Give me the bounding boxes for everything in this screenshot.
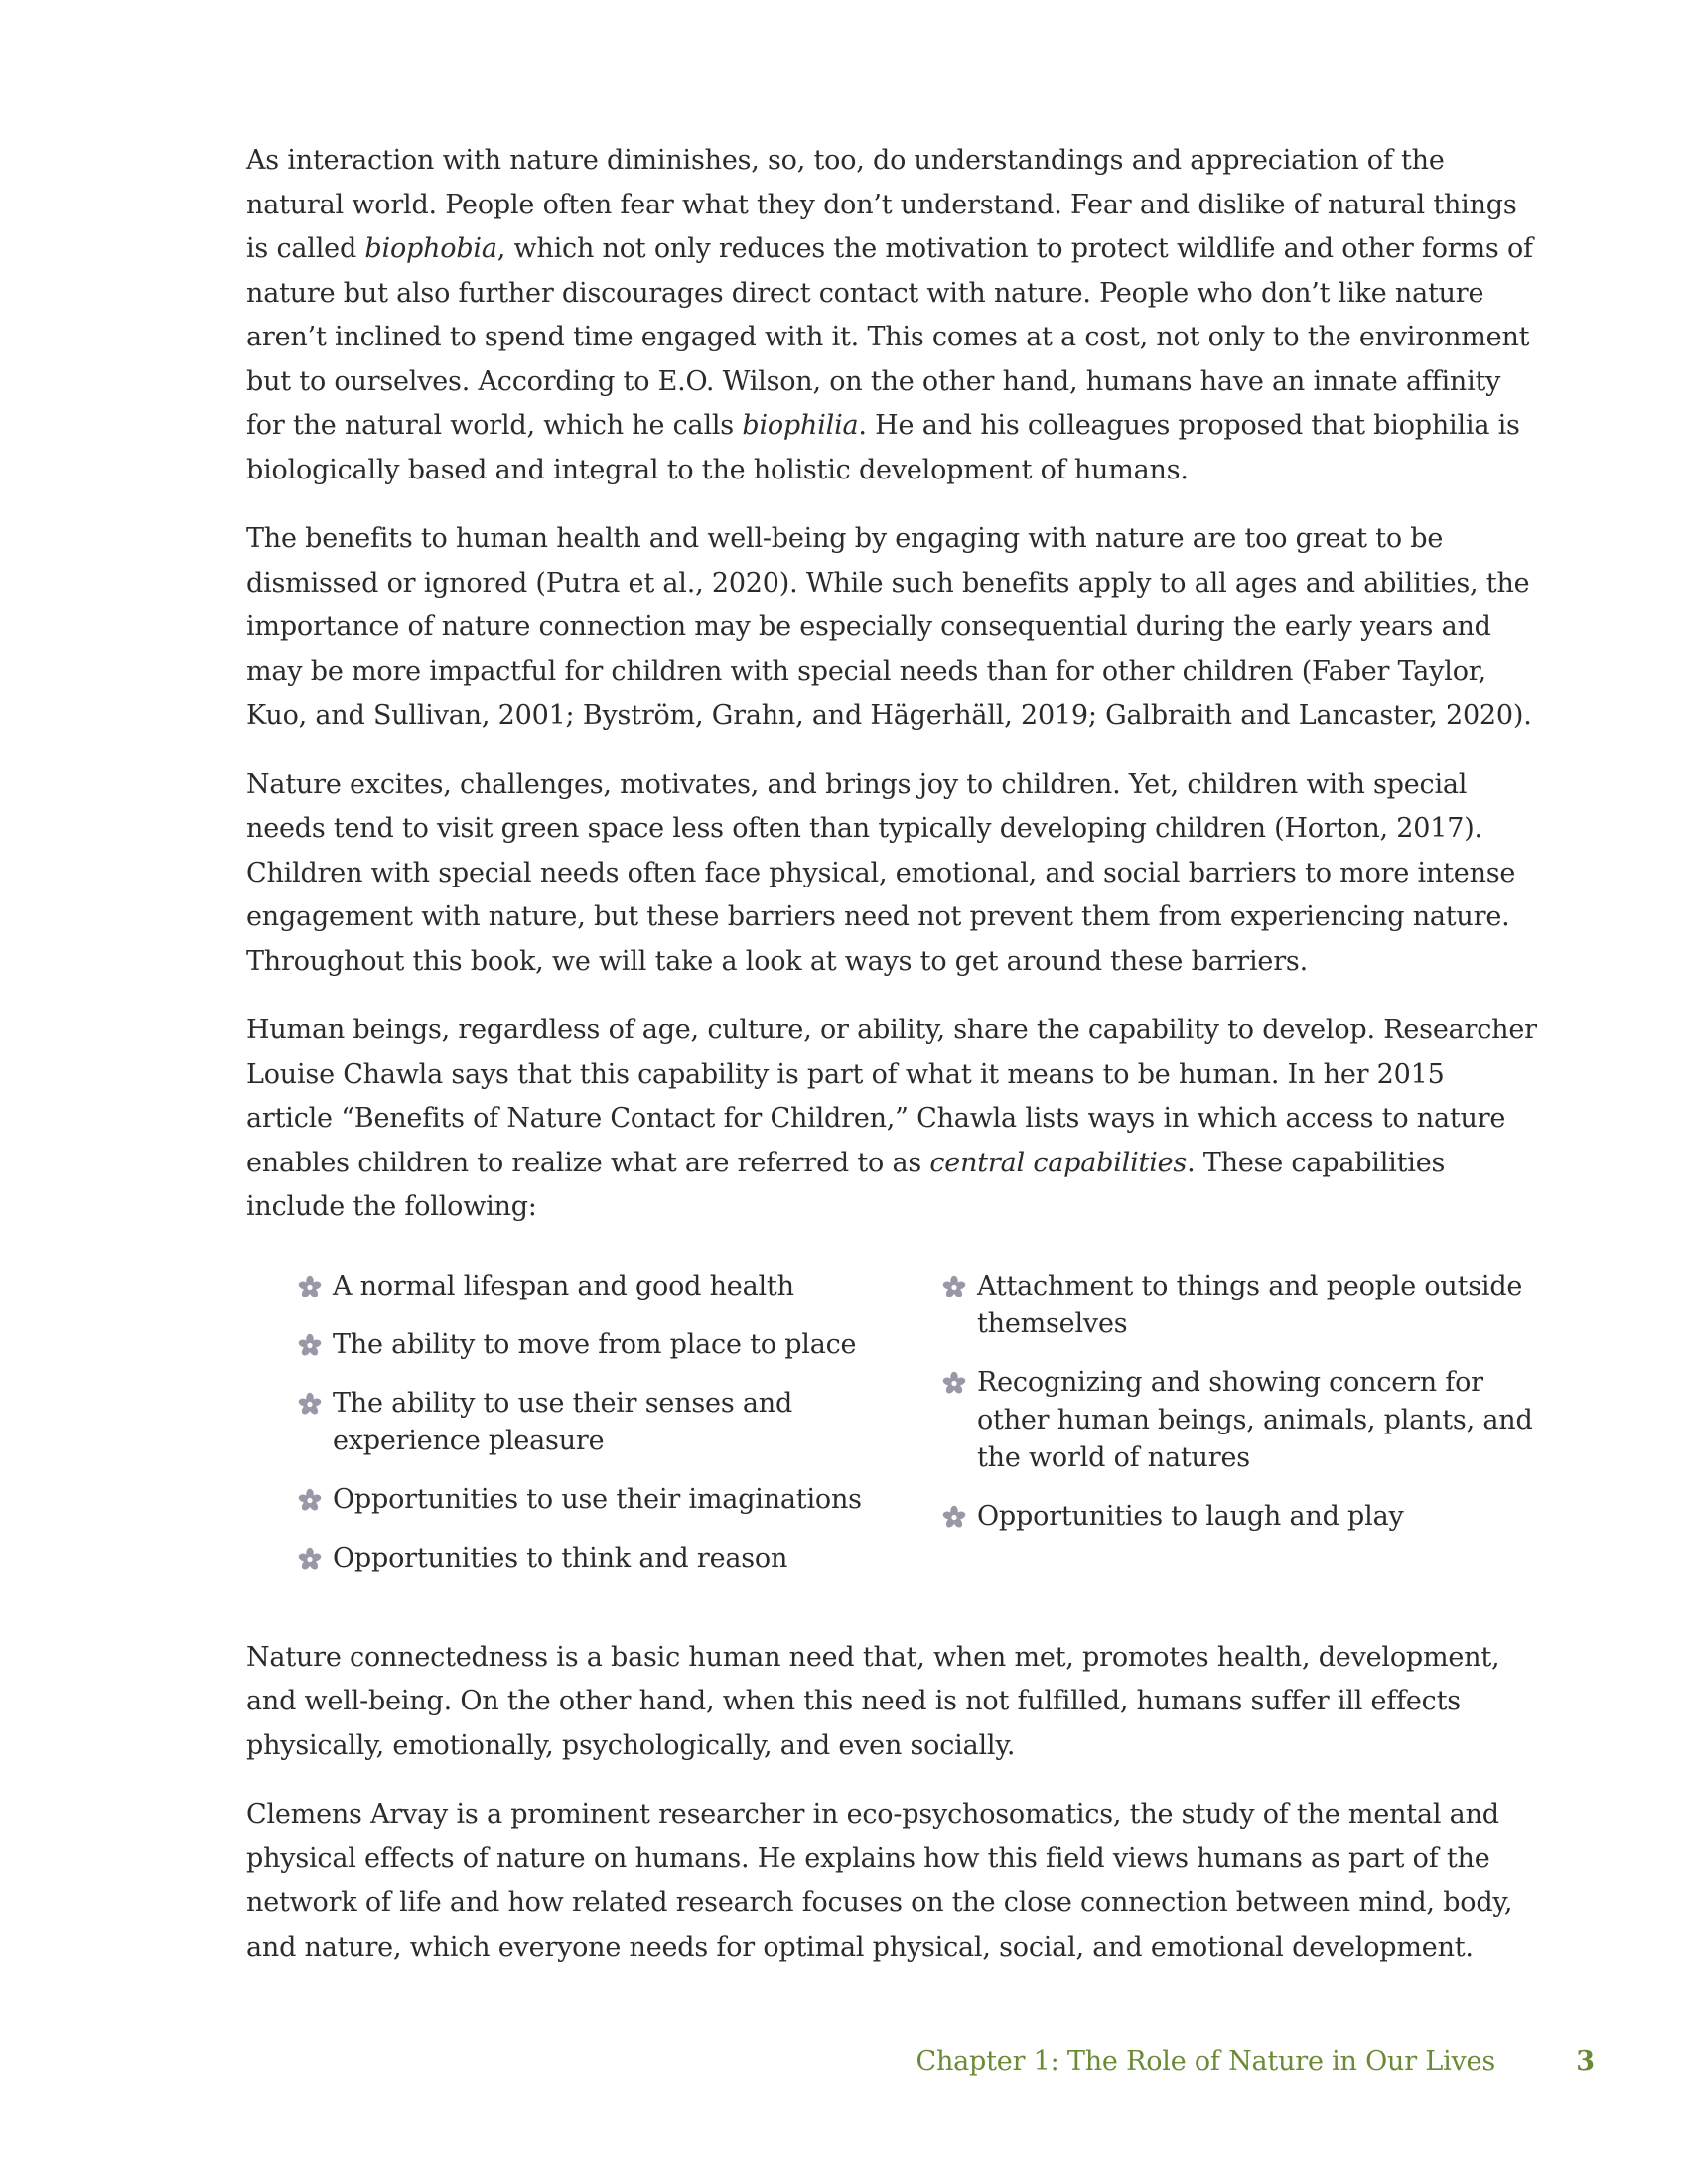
flower-bullet-icon (296, 1275, 324, 1298)
list-item-text: The ability to move from place to place (333, 1328, 857, 1360)
intro-paragraphs (246, 139, 1537, 1230)
list-item (940, 1498, 1536, 1536)
paragraph-text: Clemens Arvay is a prominent researcher in eco-psychosomatics, the study of the mental and physical effects of nature on humans. He explains how this field views humans as part of the network of life and how related research focuses on the close connection between mind, body, and nature, which everyone needs for optimal physical, social, and emotional development. (246, 1799, 1513, 1963)
flower-bullet-icon (940, 1275, 968, 1298)
paragraph-text: . He and his colleagues proposed that biophilia is biologically based and integral to the holistic development of humans. (246, 410, 1520, 485)
closing-paragraphs (246, 1636, 1537, 1971)
page-body (246, 139, 1537, 1994)
body-paragraph (246, 1636, 1537, 1769)
list-item (296, 1385, 892, 1460)
paragraph-text: . These capabilities include the following: (246, 1147, 1446, 1222)
list-item-text: Opportunities to laugh and play (977, 1500, 1404, 1532)
flower-bullet-icon (296, 1333, 324, 1357)
page-footer (0, 2046, 1692, 2086)
list-item-text: Recognizing and showing concern for other human beings, animals, plants, and the world of natures (977, 1366, 1533, 1473)
flower-bullet-icon (296, 1488, 324, 1512)
paragraph-text: Nature connectedness is a basic human need that, when met, promotes health, development, and well-being. On the other hand, when this need is not fulfilled, humans suffer ill effects physically, emotionally, psychologically, and even socially. (246, 1641, 1500, 1761)
list-item-text: Attachment to things and people outside themselves (977, 1270, 1523, 1339)
paragraph-text: Human beings, regardless of age, culture, or ability, share the capability to develop. Researcher Louise Chawla says that this capability is part of what it means to be human. In her 2015 article “Benefits of Nature Contact for Children,” Chawla lists ways in which access to nature enables children to realize what are referred to as (246, 1015, 1537, 1178)
italic-term: central capabilities (929, 1147, 1188, 1178)
flower-bullet-icon (940, 1371, 968, 1395)
paragraph-text: Nature excites, challenges, motivates, and brings joy to children. Yet, children with special needs tend to visit green space less often than typically developing children (Horton, 2017). Children with special needs often face physical, emotional, and social barriers to more intense engagement with nature, but these barriers need not prevent them from experiencing nature. Throughout this book, we will take a look at ways to get around these barriers. (246, 768, 1516, 977)
list-item (296, 1268, 892, 1305)
italic-term: biophobia (364, 233, 497, 264)
list-item-text: The ability to use their senses and experience pleasure (333, 1387, 793, 1456)
body-paragraph (246, 1009, 1537, 1230)
list-item (940, 1364, 1536, 1477)
body-paragraph (246, 517, 1537, 739)
paragraph-text: , which not only reduces the motivation to protect wildlife and other forms of nature but also further discourages direct contact with nature. People who don’t like nature aren’t inclined to spend time engaged with it. This comes at a cost, not only to the environment but to ourselves. According to E.O. Wilson, on the other hand, humans have an innate affinity for the natural world, which he calls (246, 233, 1533, 441)
page-number: 3 (1576, 2046, 1595, 2077)
capabilities-list (246, 1268, 1537, 1598)
list-item-text: A normal lifespan and good health (333, 1270, 794, 1301)
paragraph-text: As interaction with nature diminishes, so, too, do understandings and appreciation of the natural world. People often fear what they don’t understand. Fear and dislike of natural things is called (246, 145, 1517, 264)
list-item (940, 1268, 1536, 1343)
italic-term: biophilia (742, 410, 859, 441)
flower-bullet-icon (296, 1547, 324, 1570)
list-item (296, 1326, 892, 1364)
capabilities-list-right (940, 1268, 1536, 1598)
body-paragraph (246, 1793, 1537, 1970)
flower-bullet-icon (940, 1505, 968, 1529)
capabilities-list-left (296, 1268, 892, 1598)
paragraph-text: The benefits to human health and well-being by engaging with nature are too great to be dismissed or ignored (Putra et al., 2020). While such benefits apply to all ages and abilities, the importance of nature connection may be especially consequential during the early years and may be more impactful for children with special needs than for other children (Faber Taylor, Kuo, and Sullivan, 2001; Byström, Grahn, and Hägerhäll, 2019; Galbraith and Lancaster, 2020). (246, 523, 1532, 731)
list-item-text: Opportunities to use their imaginations (333, 1483, 862, 1515)
list-item (296, 1481, 892, 1519)
flower-bullet-icon (296, 1392, 324, 1416)
body-paragraph (246, 139, 1537, 492)
list-item-text: Opportunities to think and reason (333, 1542, 788, 1573)
body-paragraph (246, 763, 1537, 985)
running-footer-chapter: Chapter 1: The Role of Nature in Our Lives (916, 2046, 1495, 2077)
list-item (296, 1540, 892, 1577)
